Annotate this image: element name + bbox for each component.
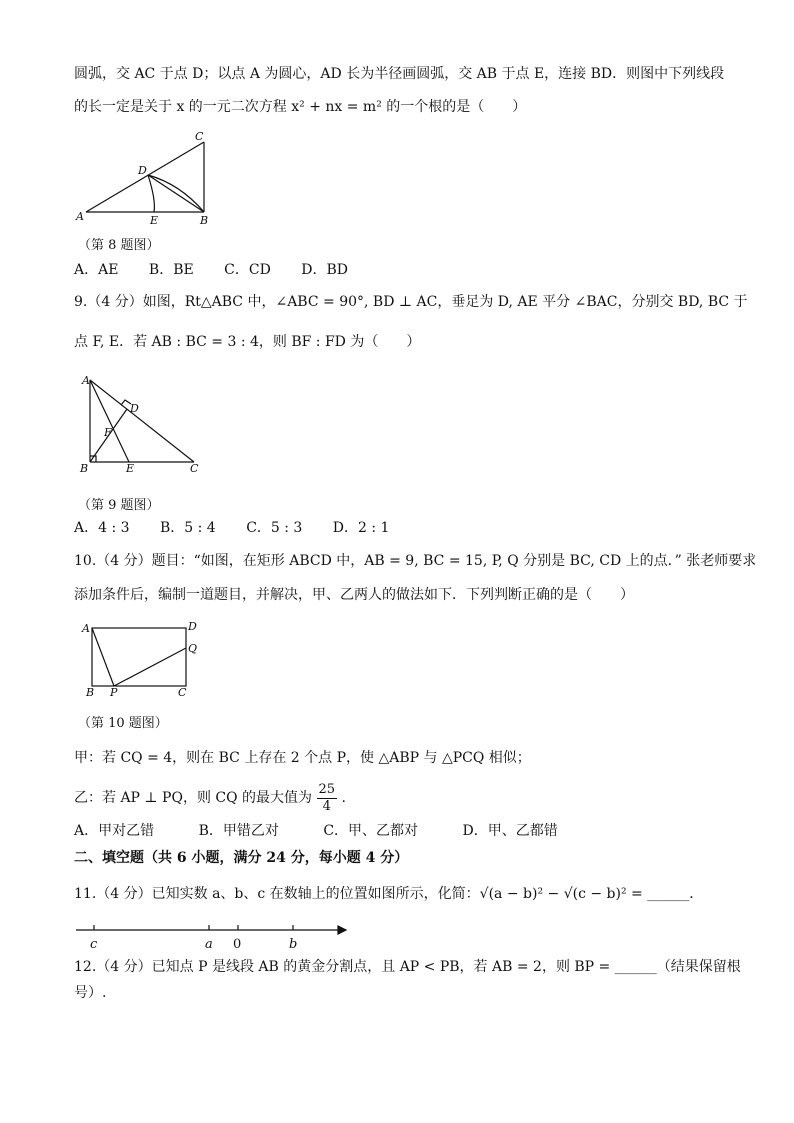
- q10-option-d[interactable]: D．甲、乙都错: [462, 823, 558, 839]
- q10-label-a: A: [82, 622, 90, 635]
- q10-seg-pq: [114, 648, 186, 686]
- q8-arc-ae: [148, 175, 154, 212]
- q9-text-line1: 9.（4 分）如图，Rt△ABC 中，∠ABC = 90°, BD ⊥ AC，垂足为 D, AE 平分 ∠BAC，分别交 BD, BC 于: [74, 294, 748, 310]
- q11-label-b: b: [289, 937, 298, 952]
- q10-options: [74, 821, 584, 841]
- q10-rectangle-abcd: [92, 628, 186, 686]
- q11-axis-arrow: [338, 926, 346, 934]
- q11-label-a: a: [205, 937, 213, 952]
- q8-seg-ac: [86, 142, 204, 212]
- q10-yi-denominator: 4: [322, 798, 331, 814]
- q9-seg-ac: [90, 380, 194, 462]
- q9-label-c: C: [190, 462, 199, 475]
- q9-option-c[interactable]: C．5 : 3: [246, 520, 303, 536]
- q9-label-f: F: [104, 426, 112, 439]
- q10-jia: 甲：若 CQ = 4，则在 BC 上存在 2 个点 P，使 △ABP 与 △PCQ 相似；: [74, 750, 531, 766]
- q8-figure: [70, 128, 220, 228]
- q8-option-a[interactable]: A．AE: [74, 262, 119, 278]
- q10-text-line1: 10.（4 分）题目：“如图，在矩形 ABCD 中，AB = 9, BC = 15, P, Q 分别是 BC, CD 上的点．” 张老师要求: [74, 553, 757, 569]
- q10-text-line2: 添加条件后，编制一道题目，并解决，甲、乙两人的做法如下．下列判断正确的是（ ）: [74, 587, 634, 603]
- q8-label-e: E: [150, 214, 159, 227]
- q10-label-b: B: [86, 686, 95, 698]
- q9-seg-ae: [90, 380, 129, 462]
- q10-figure: [78, 618, 202, 698]
- q9-label-a: A: [82, 374, 90, 387]
- q10-yi-prefix: 乙：若 AP ⊥ PQ，则 CQ 的最大值为: [74, 790, 313, 806]
- q8-text-line1: 圆弧，交 AC 于点 D；以点 A 为圆心，AD 长为半径画圆弧，交 AB 于点 E，连接 BD．则图中下列线段: [74, 66, 725, 82]
- q8-option-c[interactable]: C．CD: [224, 262, 271, 278]
- q10-yi-suffix: .: [341, 790, 346, 806]
- q10-option-b[interactable]: B．甲错乙对: [198, 823, 279, 839]
- q10-yi-numerator: 25: [318, 781, 336, 797]
- q9-label-e: E: [126, 462, 135, 475]
- q9-label-d: D: [130, 402, 139, 415]
- q9-caption: （第 9 题图）: [78, 498, 160, 513]
- q9-options: [74, 518, 415, 538]
- q12-text-line2: 号）.: [74, 985, 107, 1001]
- q10-label-c: C: [178, 686, 187, 698]
- q8-seg-bd: [148, 175, 204, 212]
- q10-label-d: D: [188, 620, 197, 633]
- q11-number-line: [72, 916, 352, 956]
- q12-text-line1: 12.（4 分）已知点 P 是线段 AB 的黄金分割点，且 AP < PB，若 AB = 2，则 BP = ______（结果保留根: [74, 959, 741, 975]
- q10-label-q: Q: [188, 642, 198, 655]
- q9-label-b: B: [80, 462, 89, 475]
- q10-caption: （第 10 题图）: [78, 716, 168, 731]
- q8-caption: （第 8 题图）: [78, 238, 160, 253]
- q11-text-line1: 11.（4 分）已知实数 a、b、c 在数轴上的位置如图所示，化简：√(a − b)² − √(c − b)² = ______．: [74, 886, 704, 902]
- q8-label-c: C: [195, 130, 204, 143]
- q10-option-a[interactable]: A．甲对乙错: [74, 823, 155, 839]
- q9-text-line2: 点 F, E．若 AB : BC = 3 : 4，则 BF : FD 为（ ）: [74, 334, 421, 350]
- q11-label-zero: 0: [233, 937, 242, 952]
- section2-title: 二、填空题（共 6 小题，满分 24 分，每小题 4 分）: [74, 850, 409, 866]
- q10-yi: [74, 780, 346, 816]
- q8-option-d[interactable]: D．BD: [301, 262, 349, 278]
- q9-figure: [76, 372, 206, 476]
- q10-yi-fraction: [317, 782, 338, 815]
- q8-label-a: A: [76, 210, 84, 223]
- q9-option-a[interactable]: A．4 : 3: [74, 520, 130, 536]
- q9-option-d[interactable]: D．2 : 1: [332, 520, 390, 536]
- q10-option-c[interactable]: C．甲、乙都对: [323, 823, 419, 839]
- q8-label-b: B: [200, 214, 209, 227]
- q10-label-p: P: [110, 686, 118, 698]
- q8-option-b[interactable]: B．BE: [148, 262, 194, 278]
- q10-seg-ap: [92, 628, 114, 686]
- q8-label-d: D: [138, 164, 147, 177]
- q8-text-line2: 的长一定是关于 x 的一元二次方程 x² + nx = m² 的一个根的是（ ）: [74, 99, 527, 115]
- q8-options: [74, 260, 374, 280]
- q11-label-c: c: [90, 937, 98, 952]
- q9-option-b[interactable]: B．5 : 4: [160, 520, 216, 536]
